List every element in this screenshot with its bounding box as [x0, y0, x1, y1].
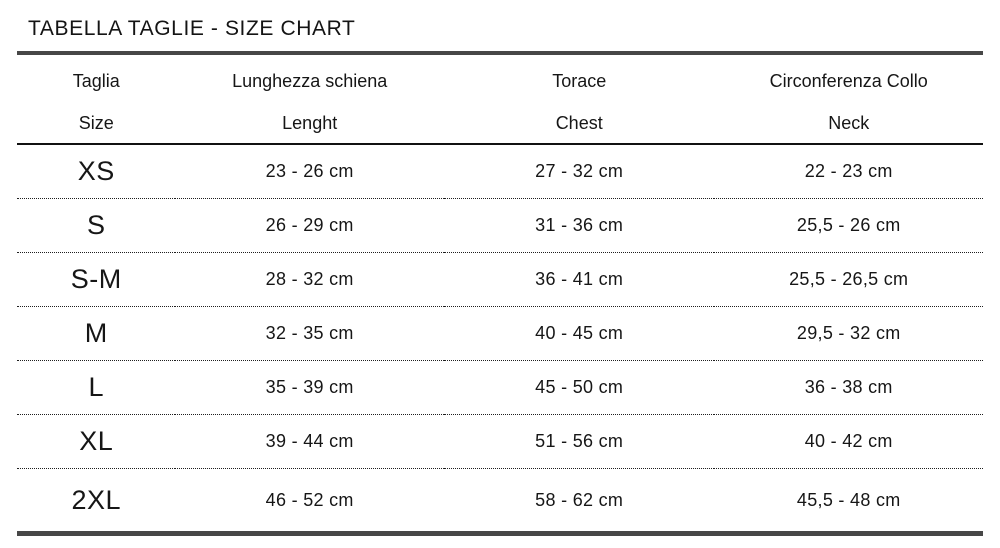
size-cell: XS	[17, 144, 175, 199]
chest-cell: 40 - 45 cm	[444, 307, 714, 361]
header-lunghezza-schiena: Lunghezza schiena	[232, 70, 388, 91]
back-length-cell: 26 - 29 cm	[175, 199, 444, 253]
size-cell: 2XL	[71, 484, 121, 515]
chest-cell: 51 - 56 cm	[444, 415, 714, 469]
size-cell: XL	[17, 415, 175, 469]
page-title: TABELLA TAGLIE - SIZE CHART	[28, 17, 356, 40]
table-row-s-m	[17, 253, 983, 307]
table-row-xl	[17, 415, 983, 469]
header-row-italian	[17, 53, 983, 103]
table-row-l	[17, 361, 983, 415]
neck-cell: 29,5 - 32 cm	[714, 307, 983, 361]
neck-cell: 22 - 23 cm	[714, 144, 983, 199]
size-cell: L	[17, 361, 175, 415]
back-length-cell: 46 - 52 cm	[265, 489, 354, 510]
table-row-2xl	[17, 469, 983, 534]
neck-cell: 40 - 42 cm	[714, 415, 983, 469]
header-circonferenza-collo: Circonferenza Collo	[769, 70, 928, 91]
header-length: Lenght	[175, 103, 444, 144]
header-torace: Torace	[552, 70, 607, 91]
back-length-cell: 28 - 32 cm	[175, 253, 444, 307]
back-length-cell: 35 - 39 cm	[175, 361, 444, 415]
table-header	[17, 53, 983, 144]
neck-cell: 25,5 - 26 cm	[714, 199, 983, 253]
header-row-english	[17, 103, 983, 144]
chest-cell: 36 - 41 cm	[444, 253, 714, 307]
chest-cell: 31 - 36 cm	[444, 199, 714, 253]
header-taglia: Taglia	[72, 70, 120, 91]
table-body	[17, 144, 983, 534]
neck-cell: 45,5 - 48 cm	[796, 489, 901, 510]
chest-cell: 27 - 32 cm	[444, 144, 714, 199]
table-row-m	[17, 307, 983, 361]
table-row-s	[17, 199, 983, 253]
size-cell: M	[17, 307, 175, 361]
table-row-xs	[17, 144, 983, 199]
chest-cell: 45 - 50 cm	[444, 361, 714, 415]
neck-cell: 36 - 38 cm	[714, 361, 983, 415]
back-length-cell: 39 - 44 cm	[175, 415, 444, 469]
size-chart-table	[17, 51, 983, 536]
size-cell: S-M	[17, 253, 175, 307]
header-chest: Chest	[444, 103, 714, 144]
chest-cell: 58 - 62 cm	[535, 489, 624, 510]
back-length-cell: 23 - 26 cm	[175, 144, 444, 199]
size-cell: S	[17, 199, 175, 253]
header-size: Size	[17, 103, 175, 144]
back-length-cell: 32 - 35 cm	[175, 307, 444, 361]
header-neck: Neck	[714, 103, 983, 144]
neck-cell: 25,5 - 26,5 cm	[714, 253, 983, 307]
